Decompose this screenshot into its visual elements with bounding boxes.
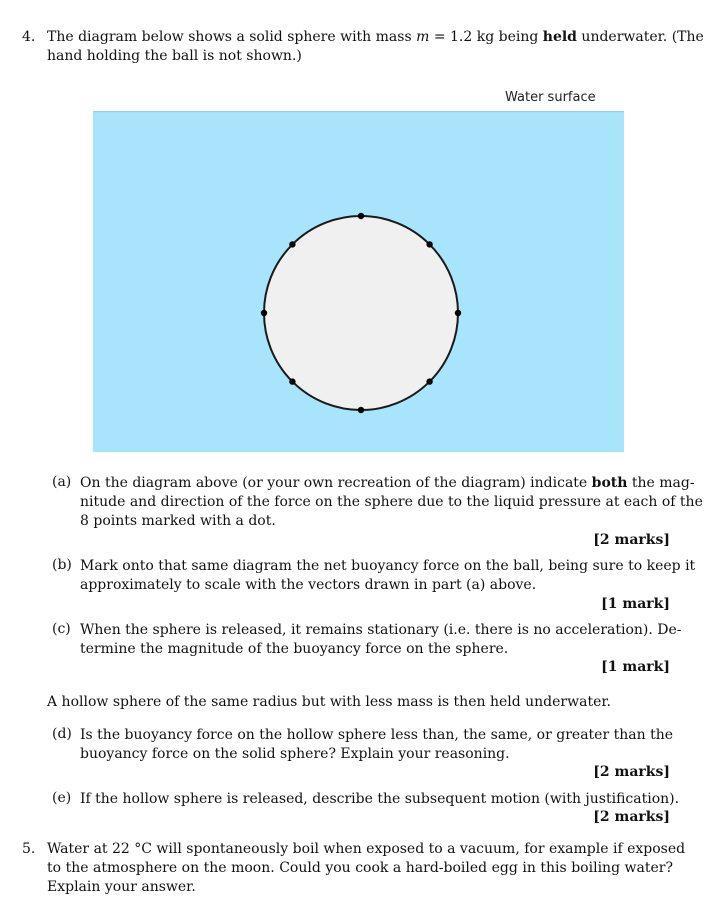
pressure-point-dot: [289, 378, 295, 384]
part-text-line: On the diagram above (or your own recreation of the diagram) indicate both the mag-: [80, 475, 695, 491]
mass-symbol: m: [416, 29, 430, 45]
held-emphasis: held: [542, 29, 577, 45]
marks-label: [1 mark]: [601, 659, 670, 675]
pressure-point-dot: [358, 213, 364, 219]
pressure-point-dot: [289, 241, 295, 247]
question-4-intro-line2: hand holding the ball is not shown.): [47, 48, 302, 64]
pressure-point-dot: [426, 378, 432, 384]
question-5-number: 5.: [22, 841, 36, 857]
part-text-line: termine the magnitude of the buoyancy force on the sphere.: [80, 641, 509, 657]
intro-text-a: The diagram below shows a solid sphere with mass: [47, 29, 417, 45]
part-text-line: approximately to scale with the vectors drawn in part (a) above.: [80, 577, 537, 593]
pressure-point-dot: [358, 407, 364, 413]
part-text-line: If the hollow sphere is released, describe the subsequent motion (with justification).: [80, 791, 680, 807]
hollow-sphere-intro: A hollow sphere of the same radius but with less mass is then held underwater.: [47, 694, 611, 710]
question-4-intro-line1: [47, 28, 704, 47]
part-text-line: Mark onto that same diagram the net buoyancy force on the ball, being sure to keep it: [80, 558, 696, 574]
marks-label: [1 mark]: [601, 596, 670, 612]
part-text-line: 8 points marked with a dot.: [80, 513, 276, 529]
marks-label: [2 marks]: [593, 532, 670, 548]
pressure-point-dot: [426, 241, 432, 247]
part-text-line: buoyancy force on the solid sphere? Explain your reasoning.: [80, 746, 510, 762]
part-label: (e): [52, 790, 72, 806]
intro-text-b: = 1.2 kg being: [429, 29, 543, 45]
question-5-line1: Water at 22 °C will spontaneously boil when exposed to a vacuum, for example if exposed: [47, 841, 686, 857]
part-text-line: Is the buoyancy force on the hollow sphere less than, the same, or greater than the: [80, 727, 673, 743]
part-text-line: nitude and direction of the force on the sphere due to the liquid pressure at each of the: [80, 494, 703, 510]
question-5-line2: to the atmosphere on the moon. Could you cook a hard-boiled egg in this boiling water?: [47, 860, 673, 876]
intro-text-c: underwater. (The: [576, 29, 704, 45]
pressure-point-dot: [261, 310, 267, 316]
question-4-number: 4.: [22, 29, 36, 45]
part-text-line: When the sphere is released, it remains stationary (i.e. there is no acceleration). De-: [80, 622, 682, 638]
pressure-point-dot: [455, 310, 461, 316]
part-label: (b): [52, 557, 72, 573]
part-label: (d): [52, 726, 72, 742]
marks-label: [2 marks]: [593, 764, 670, 780]
marks-label: [2 marks]: [593, 809, 670, 825]
sphere-diagram: [93, 111, 624, 452]
part-label: (a): [52, 474, 72, 490]
question-5-line3: Explain your answer.: [47, 879, 196, 895]
water-surface-label: Water surface: [505, 90, 596, 105]
part-label: (c): [52, 621, 71, 637]
